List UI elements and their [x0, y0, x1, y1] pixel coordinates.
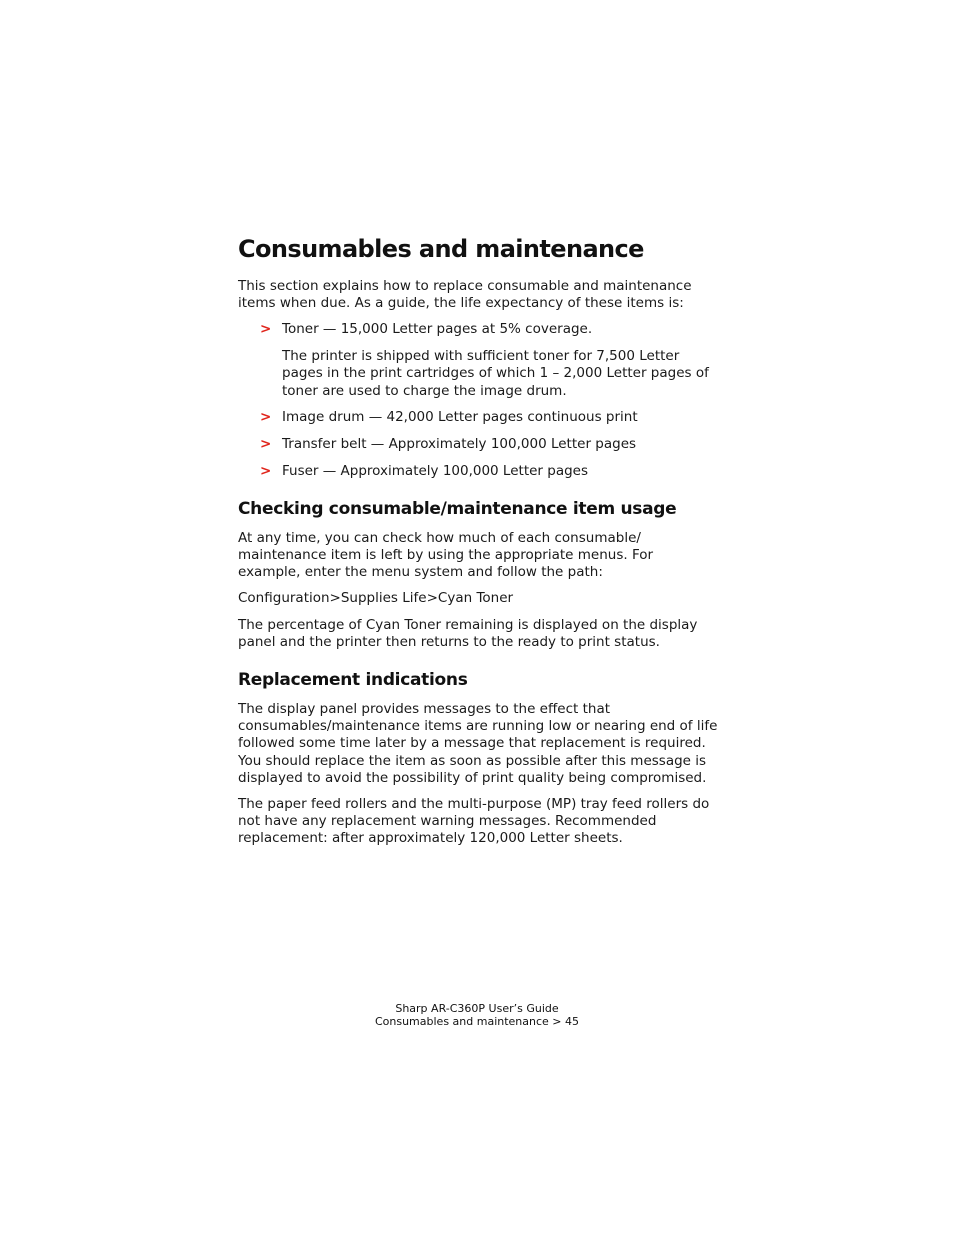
list-item-toner	[238, 321, 718, 338]
intro-paragraph: This section explains how to replace consumable and maintenance items when due. As a guide, the life expectancy of these items is:	[238, 278, 692, 312]
checking-paragraph-2: The percentage of Cyan Toner remaining is displayed on the display panel and the printer then returns to the ready to print status.	[238, 616, 698, 650]
footer-page-reference: Consumables and maintenance > 45	[374, 1015, 580, 1028]
footer-guide-title: Sharp AR-C360P User’s Guide	[395, 1002, 559, 1015]
bullet-arrow-icon: >	[260, 462, 272, 479]
list-item-text: Image drum — 42,000 Letter pages continuous print	[282, 409, 638, 426]
life-expectancy-list-continued	[238, 409, 718, 480]
list-item-text: Toner — 15,000 Letter pages at 5% coverage.	[282, 321, 593, 338]
bullet-arrow-icon: >	[260, 409, 272, 426]
section-heading-checking: Checking consumable/maintenance item usage	[238, 498, 677, 519]
menu-path: Configuration>Supplies Life>Cyan Toner	[238, 590, 514, 607]
page-title: Consumables and maintenance	[238, 235, 644, 263]
toner-note: The printer is shipped with sufficient toner for 7,500 Letter pages in the print cartridges of which 1 – 2,000 Letter pages of toner are used to charge the image drum.	[282, 348, 709, 399]
list-item-fuser	[238, 463, 718, 480]
replacement-paragraph-2: The paper feed rollers and the multi-purpose (MP) tray feed rollers do not have any replacement warning messages. Recommended replacement: after approximately 120,000 Letter sheets.	[238, 796, 710, 847]
replacement-paragraph-1: The display panel provides messages to the effect that consumables/maintenance items are running low or nearing end of life followed some time later by a message that replacement is required. You should replace the item as soon as possible after this message is displayed to avoid the possibility of print quality being compromised.	[238, 701, 718, 786]
list-item-text: Fuser — Approximately 100,000 Letter pages	[282, 462, 589, 479]
list-item-transfer-belt	[238, 436, 718, 453]
page-content	[238, 232, 718, 857]
list-item-text: Transfer belt — Approximately 100,000 Letter pages	[282, 435, 637, 452]
life-expectancy-list	[238, 321, 718, 338]
section-heading-replacement: Replacement indications	[238, 670, 468, 691]
list-item-image-drum	[238, 409, 718, 426]
bullet-arrow-icon: >	[260, 321, 272, 338]
bullet-arrow-icon: >	[260, 435, 272, 452]
page-footer	[0, 1002, 954, 1028]
checking-paragraph-1: At any time, you can check how much of each consumable/ maintenance item is left by using the appropriate menus. For example, enter the menu system and follow the path:	[238, 529, 654, 581]
